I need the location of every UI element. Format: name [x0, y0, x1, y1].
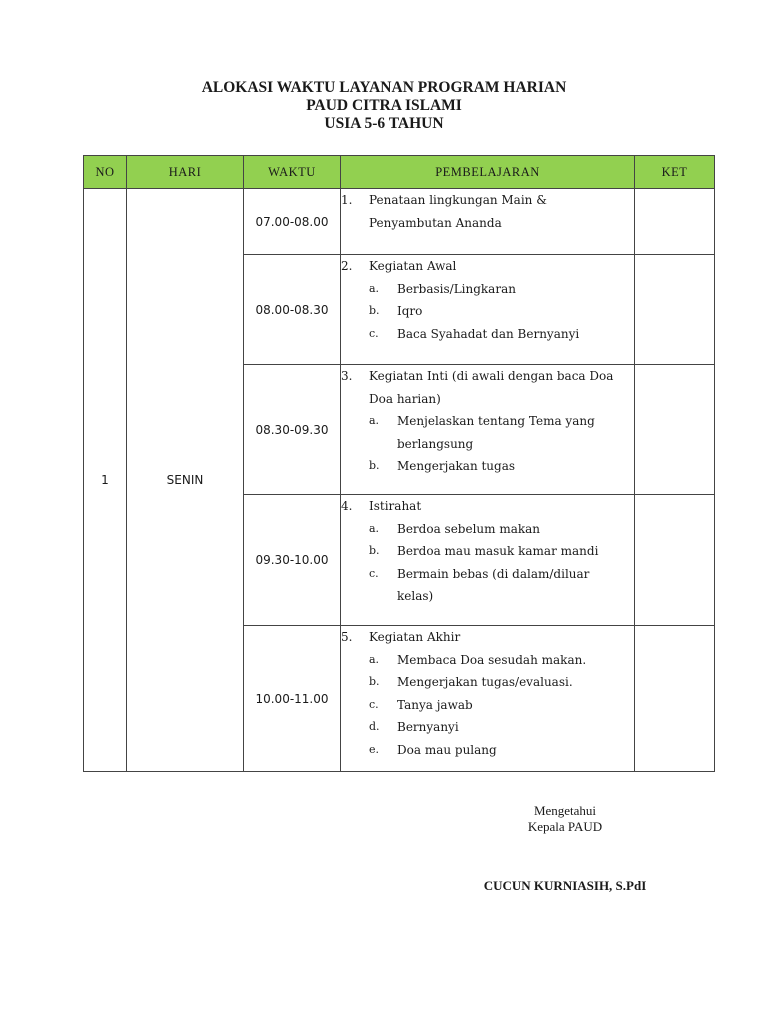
sub-item-text: Doa mau pulang — [397, 742, 497, 757]
activity-line — [341, 626, 634, 649]
sub-item-letter: e. — [369, 742, 380, 756]
title-line-3: USIA 5-6 TAHUN — [324, 115, 444, 132]
cell-hari: SENIN — [127, 189, 244, 772]
activity-number: 4. — [341, 499, 353, 513]
sub-item-text-cont: kelas) — [397, 589, 434, 603]
sub-item-letter: c. — [369, 566, 379, 580]
table-row — [84, 189, 715, 255]
sub-item — [341, 563, 634, 586]
sub-item — [341, 323, 634, 346]
activity-line — [341, 365, 634, 388]
cell-waktu: 08.00-08.30 — [244, 255, 341, 365]
activity-number: 1. — [341, 193, 353, 207]
signature-block — [495, 803, 635, 835]
sub-item — [341, 540, 634, 563]
sub-item-text: Berdoa mau masuk kamar mandi — [397, 544, 599, 558]
sub-item — [341, 694, 634, 717]
sub-item-letter: a. — [369, 521, 380, 535]
sub-item — [341, 278, 634, 301]
activity-text: Kegiatan Inti (di awali dengan baca Doa — [369, 369, 614, 383]
column-header-pembelajaran: PEMBELAJARAN — [341, 156, 635, 189]
sub-item-text: Baca Syahadat dan Bernyanyi — [397, 326, 580, 341]
cell-no: 1 — [84, 189, 127, 772]
activity-number: 5. — [341, 630, 353, 644]
sub-item-text: Membaca Doa sesudah makan. — [397, 652, 587, 667]
title-line-1: ALOKASI WAKTU LAYANAN PROGRAM HARIAN — [201, 79, 567, 96]
sub-item — [341, 518, 634, 541]
activity-text: Istirahat — [369, 499, 422, 513]
sub-item — [341, 739, 634, 762]
cell-waktu: 09.30-10.00 — [244, 495, 341, 626]
signer-name: CUCUN KURNIASIH, S.PdI — [483, 878, 647, 893]
sub-item-letter: b. — [369, 544, 380, 557]
sub-item — [341, 300, 634, 323]
cell-waktu: 07.00-08.00 — [244, 189, 341, 255]
cell-waktu: 08.30-09.30 — [244, 365, 341, 495]
activity-line — [341, 189, 634, 212]
cell-pembelajaran — [341, 626, 635, 772]
sub-item-text: Berdoa sebelum makan — [397, 521, 541, 536]
cell-waktu: 10.00-11.00 — [244, 626, 341, 772]
cell-ket — [635, 626, 715, 772]
sub-item-letter: a. — [369, 414, 380, 427]
sub-item-text: Berbasis/Lingkaran — [397, 281, 516, 296]
signature-line-1: Mengetahui — [533, 803, 597, 818]
sub-item-letter: c. — [369, 697, 379, 711]
schedule-table — [83, 155, 715, 772]
cell-ket — [635, 365, 715, 495]
sub-item-text-cont: berlangsung — [397, 436, 474, 451]
cell-ket — [635, 189, 715, 255]
activity-text: Penataan lingkungan Main & — [369, 193, 547, 207]
activity-text-cont: Doa harian) — [369, 391, 441, 406]
sub-item-text: Mengerjakan tugas — [397, 459, 516, 473]
cell-pembelajaran — [341, 365, 635, 495]
signature-line-2: Kepala PAUD — [527, 819, 603, 834]
activity-line — [341, 495, 634, 518]
sub-item-text: Bernyanyi — [397, 720, 459, 734]
sub-item-letter: a. — [369, 652, 380, 666]
table-header-row — [84, 156, 715, 189]
sub-item — [341, 410, 634, 433]
cell-ket — [635, 255, 715, 365]
activity-text: Kegiatan Awal — [369, 259, 457, 273]
cell-ket — [635, 495, 715, 626]
sub-item-letter: b. — [369, 675, 380, 688]
sub-item-letter: c. — [369, 326, 379, 340]
sub-item-text: Tanya jawab — [397, 697, 473, 712]
cell-pembelajaran — [341, 495, 635, 626]
activity-text-cont: Penyambutan Ananda — [369, 215, 502, 230]
sub-item — [341, 716, 634, 739]
sub-item-letter: a. — [369, 281, 380, 295]
activity-number: 3. — [341, 369, 353, 383]
sub-item-letter: b. — [369, 459, 380, 472]
sub-item — [341, 671, 634, 694]
activity-line — [341, 255, 634, 278]
sub-item — [341, 455, 634, 478]
title-line-2: PAUD CITRA ISLAMI — [306, 97, 462, 114]
sub-item — [341, 649, 634, 672]
column-header-no: NO — [84, 156, 127, 189]
column-header-ket: KET — [635, 156, 715, 189]
activity-number: 2. — [341, 259, 353, 273]
column-header-waktu: WAKTU — [244, 156, 341, 189]
sub-item-text: Menjelaskan tentang Tema yang — [397, 414, 595, 428]
activity-text: Kegiatan Akhir — [369, 630, 461, 644]
cell-pembelajaran — [341, 255, 635, 365]
cell-pembelajaran — [341, 189, 635, 255]
sub-item-text: Bermain bebas (di dalam/diluar — [397, 566, 590, 581]
sub-item-letter: b. — [369, 304, 380, 317]
document-title — [0, 79, 768, 133]
sub-item-letter: d. — [369, 720, 380, 733]
sub-item-text: Iqro — [397, 304, 423, 318]
sub-item-text: Mengerjakan tugas/evaluasi. — [397, 675, 573, 689]
column-header-hari: HARI — [127, 156, 244, 189]
